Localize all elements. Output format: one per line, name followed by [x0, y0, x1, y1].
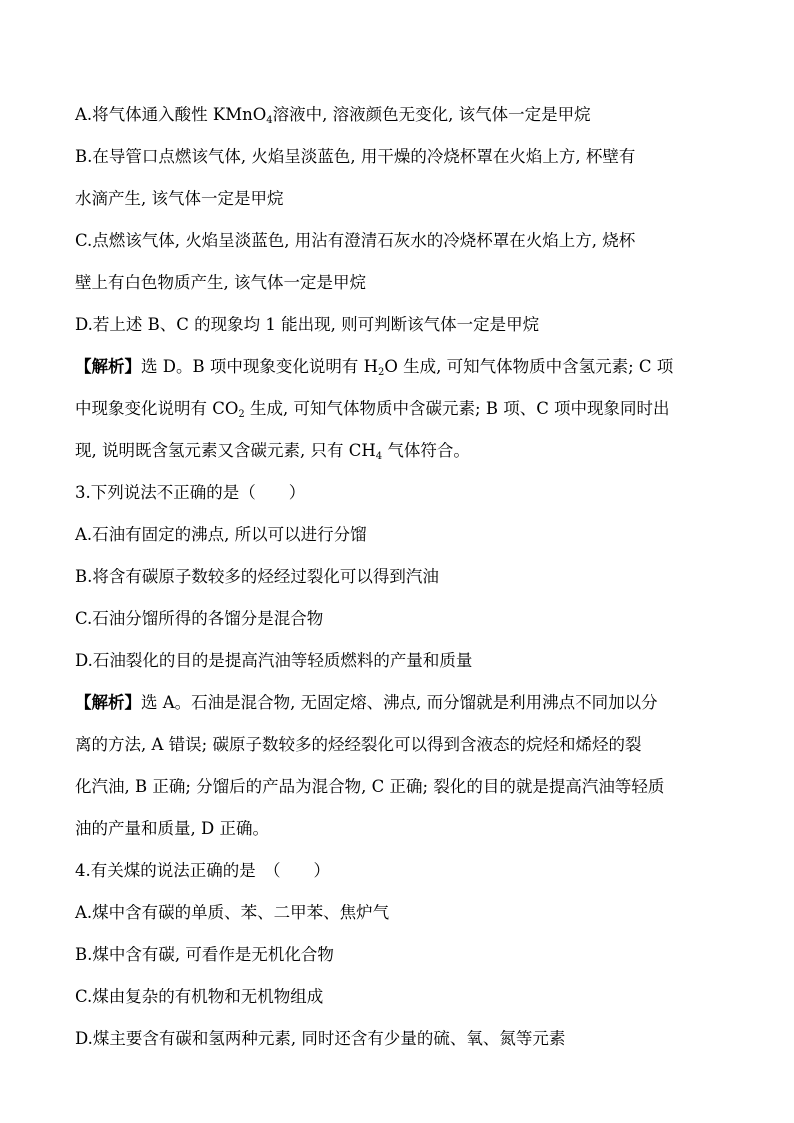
q3-option-b: B.将含有碳原子数较多的烃经过裂化可以得到汽油: [75, 567, 439, 586]
subscript: 4: [266, 115, 273, 126]
q3-analysis-line3: 化汽油, B 正确; 分馏后的产品为混合物, C 正确; 裂化的目的就是提高汽油等轻质: [75, 777, 665, 796]
q2-option-c-line2: 壁上有白色物质产生, 该气体一定是甲烷: [75, 273, 366, 292]
q2-analysis-line1: [75, 355, 735, 379]
q2-option-b-line2: 水滴产生, 该气体一定是甲烷: [75, 189, 284, 208]
q2-option-d: D.若上述 B、C 的现象均 1 能出现, 则可判断该气体一定是甲烷: [75, 315, 540, 334]
q2-option-a-text-rest: 溶液中, 溶液颜色无变化, 该气体一定是甲烷: [272, 105, 591, 124]
q3-analysis-line1: [75, 691, 735, 715]
analysis-text: 选 A。石油是混合物, 无固定熔、沸点, 而分馏就是利用沸点不同加以分: [141, 693, 658, 712]
analysis-text-rest: O 生成, 可知气体物质中含氢元素; C 项: [384, 357, 674, 376]
analysis-tag: 【解析】: [75, 357, 141, 376]
q2-analysis-line3: [75, 439, 735, 463]
subscript: 2: [238, 409, 245, 420]
analysis-text-rest: 气体符合。: [382, 441, 470, 460]
q3-analysis-line2: 离的方法, A 错误; 碳原子数较多的烃经裂化可以得到含液态的烷烃和烯烃的裂: [75, 735, 642, 754]
analysis-text: 现, 说明既含氢元素又含碳元素, 只有 CH: [75, 441, 376, 460]
q3-option-d: D.石油裂化的目的是提高汽油等轻质燃料的产量和质量: [75, 651, 473, 670]
q3-option-c: C.石油分馏所得的各馏分是混合物: [75, 609, 324, 628]
q3-stem: 3.下列说法不正确的是（ ）: [75, 483, 306, 502]
subscript: 4: [375, 451, 383, 462]
q2-option-c-line1: C.点燃该气体, 火焰呈淡蓝色, 用沾有澄清石灰水的冷烧杯罩在火焰上方, 烧杯: [75, 231, 636, 250]
q3-option-a: A.石油有固定的沸点, 所以可以进行分馏: [75, 525, 367, 544]
q4-option-c: C.煤由复杂的有机物和无机物组成: [75, 987, 324, 1006]
q2-option-a-text: A.将气体通入酸性 KMnO: [75, 105, 267, 124]
analysis-tag: 【解析】: [75, 693, 141, 712]
analysis-text-rest: 生成, 可知气体物质中含碳元素; B 项、C 项中现象同时出: [244, 399, 670, 418]
analysis-text: 选 D。B 项中现象变化说明有 H: [141, 357, 378, 376]
q4-option-a: A.煤中含有碳的单质、苯、二甲苯、焦炉气: [75, 903, 390, 922]
analysis-text: 中现象变化说明有 CO: [75, 399, 239, 418]
q3-analysis-line4: 油的产量和质量, D 正确。: [75, 819, 269, 838]
q2-analysis-line2: [75, 397, 735, 421]
q2-option-a: [75, 103, 735, 127]
q4-stem: 4.有关煤的说法正确的是 （ ）: [75, 861, 330, 880]
q2-option-b-line1: B.在导管口点燃该气体, 火焰呈淡蓝色, 用干燥的冷烧杯罩在火焰上方, 杯壁有: [75, 147, 636, 166]
subscript: 2: [377, 367, 385, 378]
q4-option-b: B.煤中含有碳, 可看作是无机化合物: [75, 945, 334, 964]
q4-option-d: D.煤主要含有碳和氢两种元素, 同时还含有少量的硫、氧、氮等元素: [75, 1029, 566, 1048]
